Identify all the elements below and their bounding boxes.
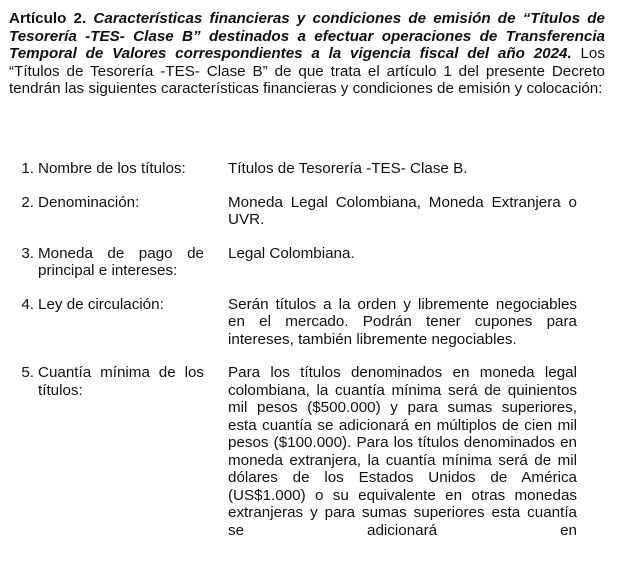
list-item bbox=[9, 160, 609, 178]
item-value: Legal Colombiana. bbox=[228, 244, 355, 262]
item-label: Denominación: bbox=[38, 193, 140, 211]
article-body: Los “Títulos de Tesorería -TES- Clase B” de que trata el artículo 1 del presente Decreto tendrán las siguientes características financieras y condiciones de emisión y colocación: bbox=[9, 45, 605, 97]
item-value: Moneda Legal Colombiana, Moneda Extranjera o UVR. bbox=[228, 193, 577, 228]
article-paragraph bbox=[9, 10, 605, 98]
item-number: 4. bbox=[21, 295, 34, 313]
item-number: 2. bbox=[21, 193, 34, 211]
list-item bbox=[9, 296, 609, 349]
item-label: Cuantía mínima de los títulos: bbox=[38, 364, 204, 399]
characteristics-list bbox=[9, 160, 609, 555]
list-item bbox=[9, 364, 609, 539]
item-label: Ley de circulación: bbox=[38, 295, 164, 313]
item-number: 1. bbox=[21, 160, 34, 177]
article-label: Artículo 2. bbox=[9, 10, 87, 27]
item-number: 3. bbox=[21, 244, 34, 262]
item-label: Nombre de los títulos: bbox=[38, 160, 186, 177]
item-value: Títulos de Tesorería -TES- Clase B. bbox=[228, 160, 468, 177]
item-label: Moneda de pago de principal e intereses: bbox=[38, 244, 204, 279]
item-value: Serán títulos a la orden y libremente negociables en el mercado. Podrán tener cupones para intereses, también libremente negociables. bbox=[228, 295, 577, 348]
list-item bbox=[9, 245, 609, 280]
article-title: Características financieras y condiciones de emisión de “Títulos de Tesorería -TES- Clase B” destinados a efectuar operaciones de Transferencia Temporal de Valores correspondientes a la vigencia fiscal del año 2024. bbox=[9, 10, 605, 62]
item-value: Para los títulos denominados en moneda legal colombiana, la cuantía mínima será de quinientos mil pesos ($500.000) y para sumas superiores, esta cuantía se adicionará en múltiplos de cien mil pesos ($100.000). Para los títulos denominados en moneda extranjera, la cuantía mínima será de mil dólares de los Estados Unidos de América (US$1.000) o su equivalente en otras monedas extranjeras y para sumas superiores esta cuantía se adicionará en bbox=[228, 364, 577, 539]
item-number: 5. bbox=[21, 364, 34, 381]
list-item bbox=[9, 194, 609, 229]
